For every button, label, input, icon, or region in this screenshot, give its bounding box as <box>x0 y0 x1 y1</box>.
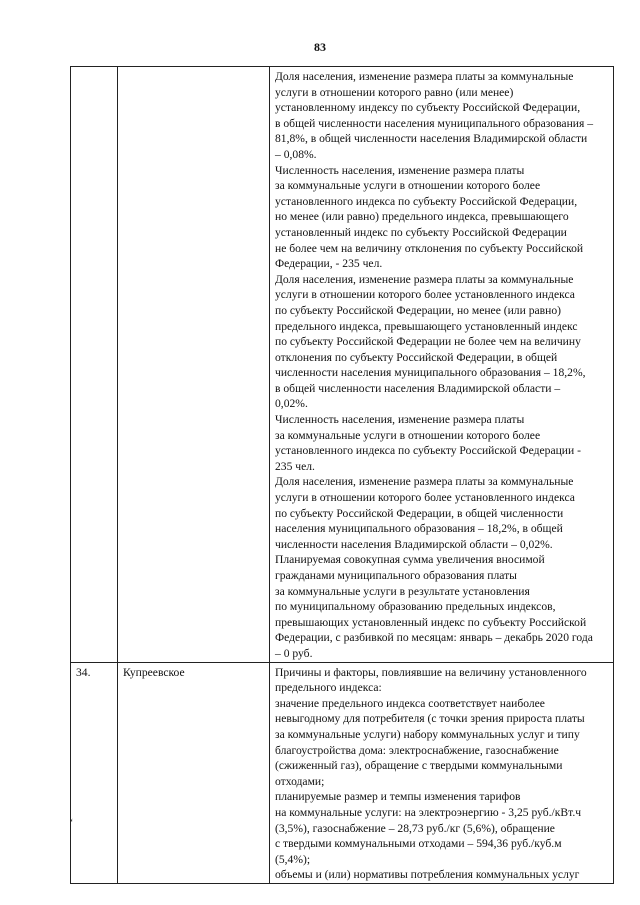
text-line: Доля населения, изменение размера платы за коммунальные <box>275 70 574 83</box>
text-line: численности населения муниципального образования – 18,2%, <box>275 366 586 380</box>
text-line: благоустройства дома: электроснабжение, газоснабжение <box>275 743 559 757</box>
description-cell <box>270 67 614 663</box>
text-line: 81,8%, в общей численности населения Владимирской области <box>275 132 588 146</box>
text-line: по субъекту Российской Федерации, но менее (или равно) <box>275 303 561 317</box>
text-line: но менее (или равно) предельного индекса, превышающего <box>275 210 569 224</box>
row-number-cell: 34. <box>71 662 118 883</box>
municipality-name-cell: Купреевское <box>118 662 270 883</box>
text-line: превышающих установленный индекс по субъекту Российской <box>275 615 587 629</box>
text-line: отходами; <box>275 774 325 788</box>
text-line: численности населения Владимирской области – 0,02%. <box>275 537 553 551</box>
text-line: значение предельного индекса соответствует наиболее <box>275 696 545 710</box>
text-line: Численность населения, изменение размера платы <box>275 413 525 427</box>
text-line: Федерации, - 235 чел. <box>275 257 383 271</box>
text-line: гражданами муниципального образования платы <box>275 569 517 582</box>
text-line: Доля населения, изменение размера платы за коммунальные <box>275 272 574 286</box>
text-line: (3,5%), газоснабжение – 28,73 руб./кг (5,6%), обращение <box>275 821 555 835</box>
text-line: в общей численности населения муниципального образования – <box>275 116 594 130</box>
text-line: населения муниципального образования – 18,2%, в общей <box>275 522 563 536</box>
text-line: услуги в отношении которого более установленного индекса <box>275 491 575 505</box>
text-line: с твердыми коммунальными отходами – 594,36 руб./куб.м <box>275 837 562 851</box>
text-line: – 0 руб. <box>275 646 313 660</box>
text-line: предельного индекса, превышающего установленный индекс <box>275 319 578 333</box>
municipal-index-table <box>70 66 614 884</box>
text-line: установленного индекса по субъекту Российской Федерации - <box>275 444 581 458</box>
text-line: услуги в отношении которого равно (или менее) <box>275 85 514 99</box>
text-line: 235 чел. <box>275 459 315 473</box>
text-line: по муниципальному образованию предельных индексов, <box>275 600 556 614</box>
text-line: отклонения по субъекту Российской Федерации, в общей <box>275 350 558 364</box>
table-body <box>71 67 614 884</box>
text-line: за коммунальные услуги в отношении которого более <box>275 428 541 442</box>
text-line: не более чем на величину отклонения по субъекту Российской <box>275 241 584 255</box>
text-line: за коммунальные услуги в результате установления <box>275 584 530 598</box>
text-line: планируемые размер и темпы изменения тарифов <box>275 790 521 804</box>
page-number: 83 <box>314 40 326 54</box>
text-line: Доля населения, изменение размера платы за коммунальные <box>275 475 574 489</box>
text-line: в общей численности населения Владимирской области – <box>275 381 561 395</box>
text-line: услуги в отношении которого более установленного индекса <box>275 288 575 302</box>
text-line: по субъекту Российской Федерации, в общей численности <box>275 506 564 520</box>
text-line: установленному индексу по субъекту Российской Федерации, <box>275 101 581 115</box>
text-line: по субъекту Российской Федерации не более чем на величину <box>275 335 581 349</box>
text-line: Планируемая совокупная сумма увеличения вносимой <box>275 553 545 567</box>
text-line: за коммунальные услуги в отношении которого более <box>275 179 541 193</box>
margin-mark: ʻ <box>70 818 74 829</box>
text-line: Численность населения, изменение размера платы <box>275 163 525 177</box>
text-line: предельного индекса: <box>275 681 382 695</box>
table-row <box>71 662 614 883</box>
row-number-cell <box>71 67 118 663</box>
text-line: Причины и факторы, повлиявшие на величину установленного <box>275 665 587 679</box>
text-line: на коммунальные услуги: на электроэнергию - 3,25 руб./кВт.ч <box>275 805 582 819</box>
table-row <box>71 67 614 663</box>
text-line: 0,02%. <box>275 397 308 411</box>
text-line: установленного индекса по субъекту Российской Федерации, <box>275 194 578 208</box>
text-line: (сжиженный газ), обращение с твердыми коммунальными <box>275 759 563 773</box>
municipality-name-cell <box>118 67 270 663</box>
text-line: за коммунальные услуги) набору коммунальных услуг и типу <box>275 727 580 741</box>
text-line: установленный индекс по субъекту Российской Федерации <box>275 225 567 239</box>
text-line: Федерации, с разбивкой по месяцам: январь – декабрь 2020 года <box>275 631 593 645</box>
text-line: объемы и (или) нормативы потребления коммунальных услуг <box>275 868 580 882</box>
text-line: (5,4%); <box>275 852 311 866</box>
description-cell <box>270 662 614 883</box>
text-line: невыгодному для потребителя (с точки зрения прироста платы <box>275 712 585 726</box>
text-line: – 0,08%. <box>275 147 317 161</box>
